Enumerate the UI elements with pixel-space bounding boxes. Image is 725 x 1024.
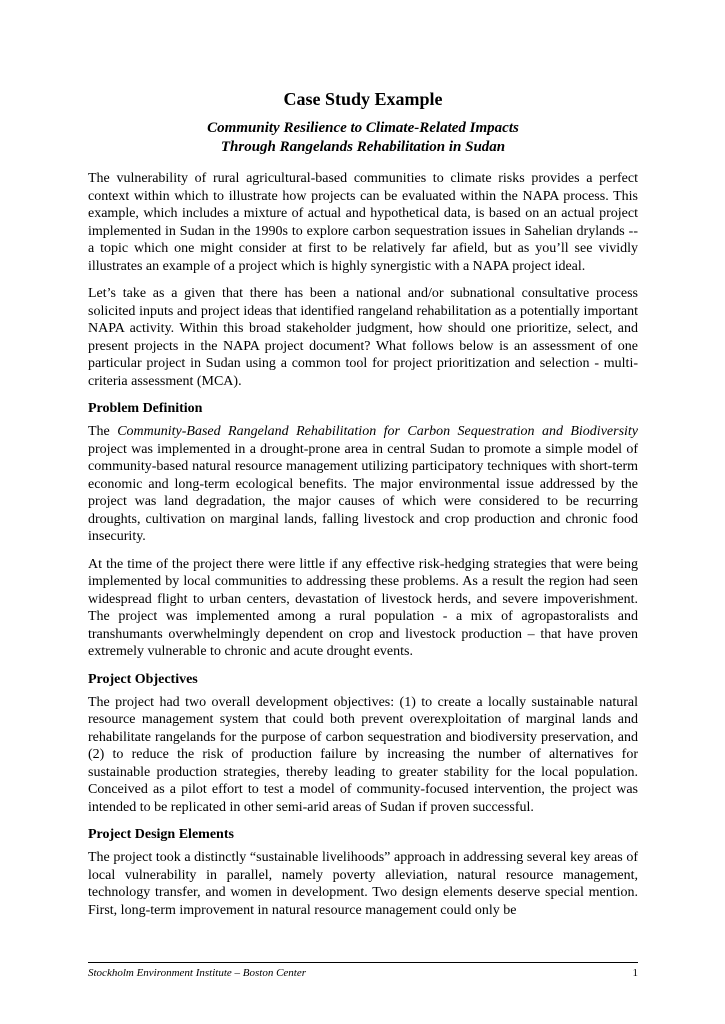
problem-paragraph-1	[88, 423, 638, 546]
intro-paragraph-1: The vulnerability of rural agricultural-based communities to climate risks provides a perfect context within which to illustrate how projects can be evaluated within the NAPA process. This example, which includes a mixture of actual and hypothetical data, is based on an actual project implemented in Sudan in the 1990s to explore carbon sequestration issues in Sahelian drylands -- a topic which one might consider at first to be relatively far afield, but as you’ll see vividly illustrates an example of a project which is highly synergistic with a NAPA project ideal.	[88, 171, 638, 274]
problem-definition-heading: Problem Definition	[88, 401, 203, 416]
intro-paragraph-2: Let’s take as a given that there has been a national and/or subnational consultative process solicited inputs and project ideas that identified rangeland rehabilitation as a potentially important NAPA activity. Within this broad stakeholder judgment, how should one prioritize, select, and present projects in the NAPA project document? What follows below is an assessment of one particular project in Sudan using a common tool for project prioritization and selection - multi-criteria assessment (MCA).	[88, 286, 638, 389]
document-page	[88, 88, 638, 929]
project-objectives-heading: Project Objectives	[88, 671, 198, 687]
objectives-paragraph-1: The project had two overall development objectives: (1) to create a locally sustainable natural resource management system that could both prevent overexploitation of marginal lands and rehabilitate rangelands for the purpose of carbon sequestration and biodiversity preservation, and (2) to reduce the risk of production failure by increasing the number of alternatives for sustainable production strategies, thereby leading to greater stability for the local population. Conceived as a pilot effort to test a model of community-focused intervention, the project was intended to be replicated in other semi-arid areas of Sudan if proven successful.	[88, 694, 638, 815]
document-title: Case Study Example	[283, 89, 443, 109]
subtitle-line-1: Community Resilience to Climate-Related Impacts	[207, 120, 519, 136]
project-design-heading: Project Design Elements	[88, 827, 234, 842]
problem-p1-prefix: The	[88, 424, 118, 439]
subtitle-line-2: Through Rangelands Rehabilitation in Sudan	[220, 139, 506, 155]
page-footer	[88, 962, 638, 980]
problem-paragraph-2: At the time of the project there were little if any effective risk-hedging strategies that were being implemented by local communities to addressing these problems. As a result the region had seen widespread flight to urban centers, devastation of livestock herds, and severe impoverishment. The project was implemented among a rural population - a mix of agropastoralists and transhumants overwhelmingly dependent on crop and livestock production – that have proven extremely vulnerable to chronic and acute drought events.	[88, 556, 638, 659]
footer-source: Stockholm Environment Institute – Boston Center	[88, 967, 307, 979]
problem-p1-rest: project was implemented in a drought-prone area in central Sudan to promote a simple model of community-based natural resource management utilizing participatory techniques with short-term economic and long-term ecological benefits. The major environmental issue addressed by the project was land degradation, the major causes of which were considered to be recurring droughts, cultivation on marginal lands, falling livestock and crop production and chronic food insecurity.	[88, 441, 638, 544]
page-number: 1	[632, 967, 638, 979]
design-paragraph-1: The project took a distinctly “sustainable livelihoods” approach in addressing several key areas of local vulnerability in parallel, namely poverty alleviation, natural resource management, technology transfer, and women in development. Two design elements deserve special mention. First, long-term improvement in natural resource management could only be	[88, 850, 638, 918]
document-subtitle	[88, 119, 638, 157]
project-name-italic: Community-Based Rangeland Rehabilitation for Carbon Sequestration and Biodiversity	[117, 424, 639, 439]
